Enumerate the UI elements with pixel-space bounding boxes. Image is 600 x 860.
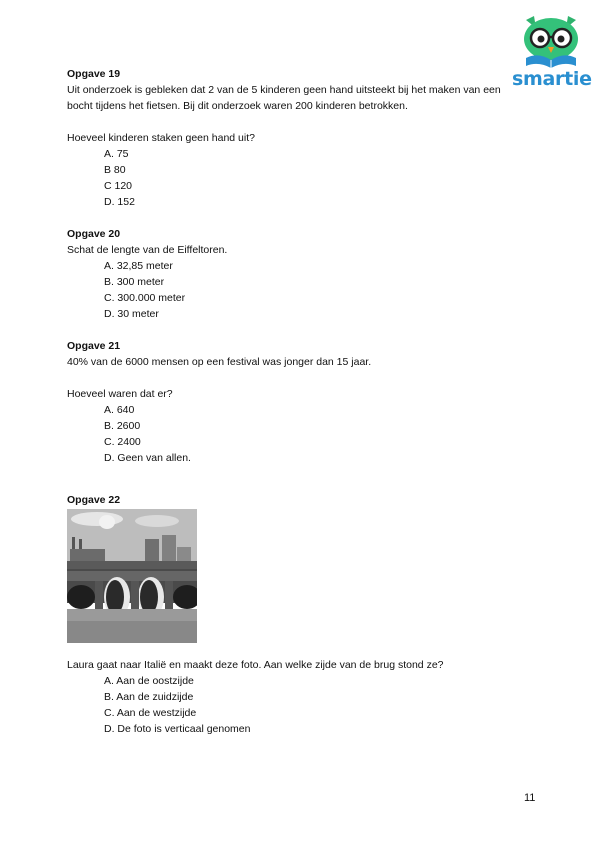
answer-options: [104, 402, 517, 466]
answer-option-b: B. 2600: [104, 420, 141, 432]
question-text-line-2: bocht tijdens het fietsen. Bij dit onderzoek waren 200 kinderen betrokken.: [67, 100, 408, 112]
question-title: Opgave 21: [67, 340, 121, 352]
answer-options: [104, 146, 517, 210]
logo-text: smartie: [512, 68, 592, 90]
answer-option-d: D. Geen van allen.: [104, 452, 191, 464]
answer-option-a: A. 32,85 meter: [104, 260, 173, 272]
question-prompt: Laura gaat naar Italië en maakt deze foto. Aan welke zijde van de brug stond ze?: [67, 659, 444, 671]
question-prompt: Hoeveel waren dat er?: [67, 388, 173, 400]
question-title: Opgave 20: [67, 228, 121, 240]
question-title: Opgave 22: [67, 494, 121, 506]
answer-option-c: C 120: [104, 180, 133, 192]
question-text-line-1: Uit onderzoek is gebleken dat 2 van de 5 kinderen geen hand uitsteekt bij het maken van een: [67, 84, 501, 96]
question-prompt: Hoeveel kinderen staken geen hand uit?: [67, 132, 255, 144]
answer-option-a: A. 640: [104, 404, 135, 416]
question-text: 40% van de 6000 mensen op een festival was jonger dan 15 jaar.: [67, 356, 372, 368]
answer-options: [104, 673, 537, 737]
answer-options: [104, 258, 517, 322]
page-number: 11: [524, 792, 536, 804]
answer-option-c: C. 300.000 meter: [104, 292, 186, 304]
question-20: [67, 226, 517, 322]
answer-option-b: B. 300 meter: [104, 276, 165, 288]
question-19: [67, 66, 517, 210]
question-title: Opgave 19: [67, 68, 121, 80]
answer-option-d: D. 30 meter: [104, 308, 159, 320]
answer-option-a: A. Aan de oostzijde: [104, 675, 194, 687]
question-text: Schat de lengte van de Eiffeltoren.: [67, 244, 228, 256]
answer-option-b: B. Aan de zuidzijde: [104, 691, 194, 703]
question-22: [67, 657, 537, 737]
questions-area: [67, 66, 517, 508]
answer-option-a: A. 75: [104, 148, 129, 160]
question-21: [67, 338, 517, 466]
owl-logo-icon: [512, 14, 590, 72]
question-22-header: [67, 492, 517, 508]
answer-option-c: C. 2400: [104, 436, 141, 448]
answer-option-c: C. Aan de westzijde: [104, 707, 197, 719]
answer-option-d: D. 152: [104, 196, 135, 208]
bridge-photo: [67, 509, 197, 643]
answer-option-d: D. De foto is verticaal genomen: [104, 723, 251, 735]
answer-option-b: B 80: [104, 164, 126, 176]
smartie-logo: [512, 14, 590, 90]
